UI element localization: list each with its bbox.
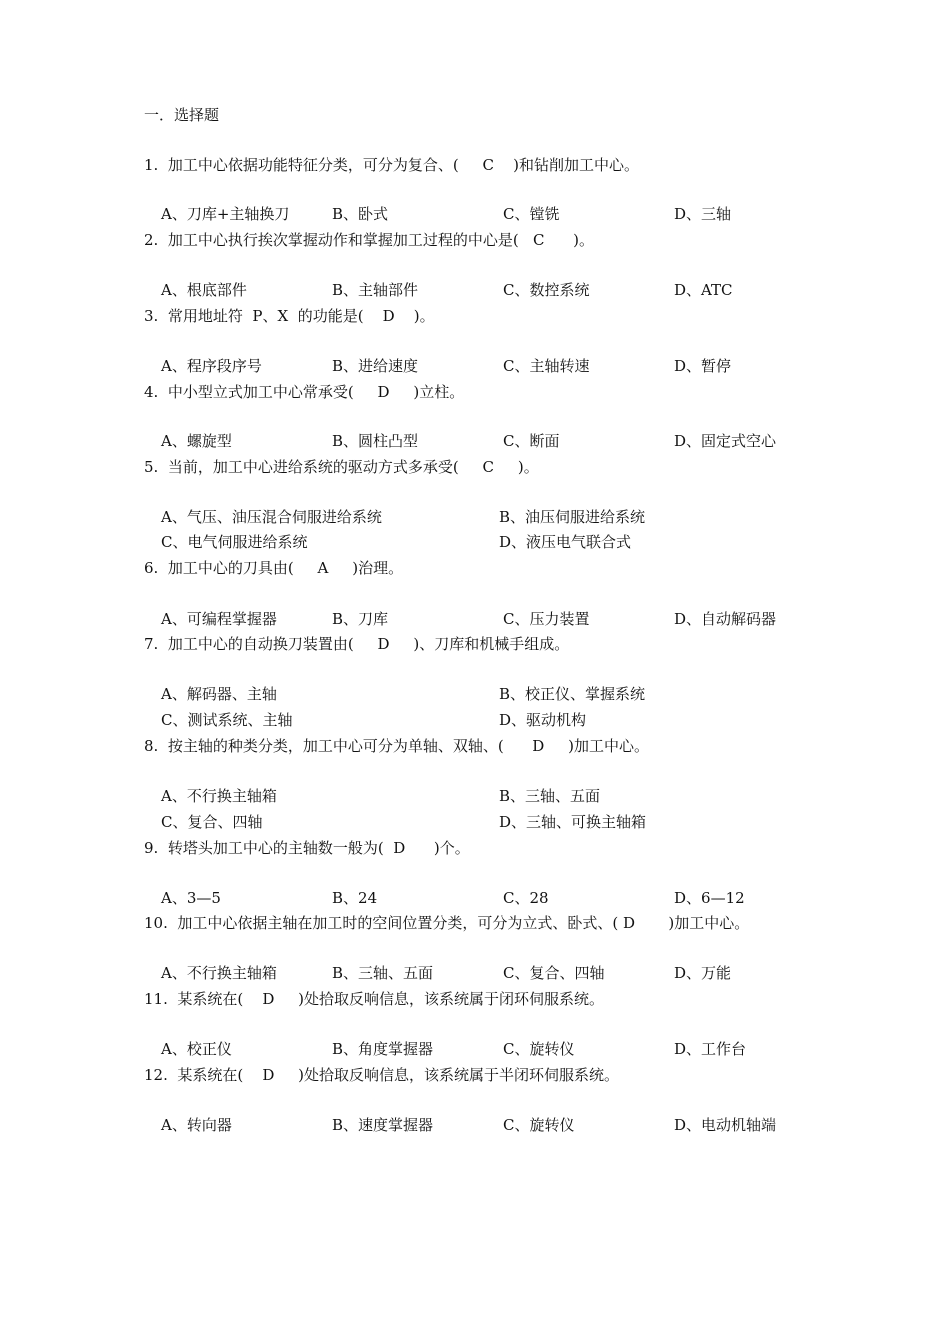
option-7-b: B、校正仪、掌握系统 bbox=[499, 685, 646, 703]
option-1-c: C、镗铣 bbox=[503, 205, 560, 223]
option-9-d: D、6—12 bbox=[674, 889, 745, 907]
option-4-c: C、断面 bbox=[503, 432, 560, 450]
option-6-c: C、压力装置 bbox=[503, 610, 590, 628]
option-1-d: D、三轴 bbox=[674, 205, 732, 223]
option-4-d: D、固定式空心 bbox=[674, 432, 777, 450]
question-stem-12: 12. 某系统在( D )处拾取反响信息，该系统属于半闭环伺服系统。 bbox=[144, 1066, 620, 1084]
question-stem-8: 8. 按主轴的种类分类，加工中心可分为单轴、双轴、( D )加工中心。 bbox=[144, 737, 650, 755]
option-5-d: D、液压电气联合式 bbox=[499, 533, 632, 551]
option-7-d: D、驱动机构 bbox=[499, 711, 587, 729]
option-12-c: C、旋转仪 bbox=[503, 1116, 575, 1134]
option-4-b: B、圆柱凸型 bbox=[332, 432, 419, 450]
question-stem-9: 9. 转塔头加工中心的主轴数一般为( D )个。 bbox=[144, 839, 470, 857]
option-5-b: B、油压伺服进给系统 bbox=[499, 508, 646, 526]
question-stem-5: 5. 当前，加工中心进给系统的驱动方式多承受( C )。 bbox=[144, 458, 539, 476]
option-3-d: D、暂停 bbox=[674, 357, 732, 375]
question-stem-6: 6. 加工中心的刀具由( A )治理。 bbox=[144, 559, 404, 577]
option-5-a: A、气压、油压混合伺服进给系统 bbox=[161, 508, 382, 526]
question-stem-1: 1. 加工中心依据功能特征分类，可分为复合、( C )和钻削加工中心。 bbox=[144, 156, 639, 174]
option-5-c: C、电气伺服进给系统 bbox=[161, 533, 308, 551]
option-10-d: D、万能 bbox=[674, 964, 732, 982]
section-title: 一．选择题 bbox=[144, 106, 220, 124]
option-11-d: D、工作台 bbox=[674, 1040, 747, 1058]
option-9-a: A、3—5 bbox=[161, 889, 221, 907]
option-2-b: B、主轴部件 bbox=[332, 281, 419, 299]
option-3-a: A、程序段序号 bbox=[161, 357, 262, 375]
option-8-d: D、三轴、可换主轴箱 bbox=[499, 813, 647, 831]
option-3-b: B、进给速度 bbox=[332, 357, 419, 375]
question-stem-3: 3. 常用地址符 P、X 的功能是( D )。 bbox=[144, 307, 435, 325]
option-1-a: A、刀库+主轴换刀 bbox=[161, 205, 290, 223]
option-12-a: A、转向器 bbox=[161, 1116, 232, 1134]
question-stem-10: 10. 加工中心依据主轴在加工时的空间位置分类，可分为立式、卧式、( D )加工中心。 bbox=[144, 914, 750, 932]
question-stem-7: 7. 加工中心的自动换刀装置由( D )、刀库和机械手组成。 bbox=[144, 635, 570, 653]
option-9-b: B、24 bbox=[332, 889, 378, 907]
option-11-b: B、角度掌握器 bbox=[332, 1040, 434, 1058]
option-7-a: A、解码器、主轴 bbox=[161, 685, 277, 703]
option-8-b: B、三轴、五面 bbox=[499, 787, 601, 805]
option-2-c: C、数控系统 bbox=[503, 281, 590, 299]
option-10-b: B、三轴、五面 bbox=[332, 964, 434, 982]
option-8-c: C、复合、四轴 bbox=[161, 813, 263, 831]
option-10-a: A、不行换主轴箱 bbox=[161, 964, 277, 982]
option-1-b: B、卧式 bbox=[332, 205, 389, 223]
question-stem-11: 11. 某系统在( D )处拾取反响信息，该系统属于闭环伺服系统。 bbox=[144, 990, 605, 1008]
option-10-c: C、复合、四轴 bbox=[503, 964, 605, 982]
question-stem-4: 4. 中小型立式加工中心常承受( D )立柱。 bbox=[144, 383, 465, 401]
option-11-c: C、旋转仪 bbox=[503, 1040, 575, 1058]
option-12-b: B、速度掌握器 bbox=[332, 1116, 434, 1134]
question-stem-2: 2. 加工中心执行挨次掌握动作和掌握加工过程的中心是( C )。 bbox=[144, 231, 594, 249]
option-2-d: D、ATC bbox=[674, 281, 733, 299]
option-11-a: A、校正仪 bbox=[161, 1040, 232, 1058]
option-7-c: C、测试系统、主轴 bbox=[161, 711, 293, 729]
option-2-a: A、根底部件 bbox=[161, 281, 247, 299]
option-3-c: C、主轴转速 bbox=[503, 357, 590, 375]
option-6-b: B、刀库 bbox=[332, 610, 389, 628]
option-8-a: A、不行换主轴箱 bbox=[161, 787, 277, 805]
option-6-a: A、可编程掌握器 bbox=[161, 610, 277, 628]
option-6-d: D、自动解码器 bbox=[674, 610, 777, 628]
option-4-a: A、螺旋型 bbox=[161, 432, 232, 450]
option-9-c: C、28 bbox=[503, 889, 549, 907]
option-12-d: D、电动机轴端 bbox=[674, 1116, 777, 1134]
